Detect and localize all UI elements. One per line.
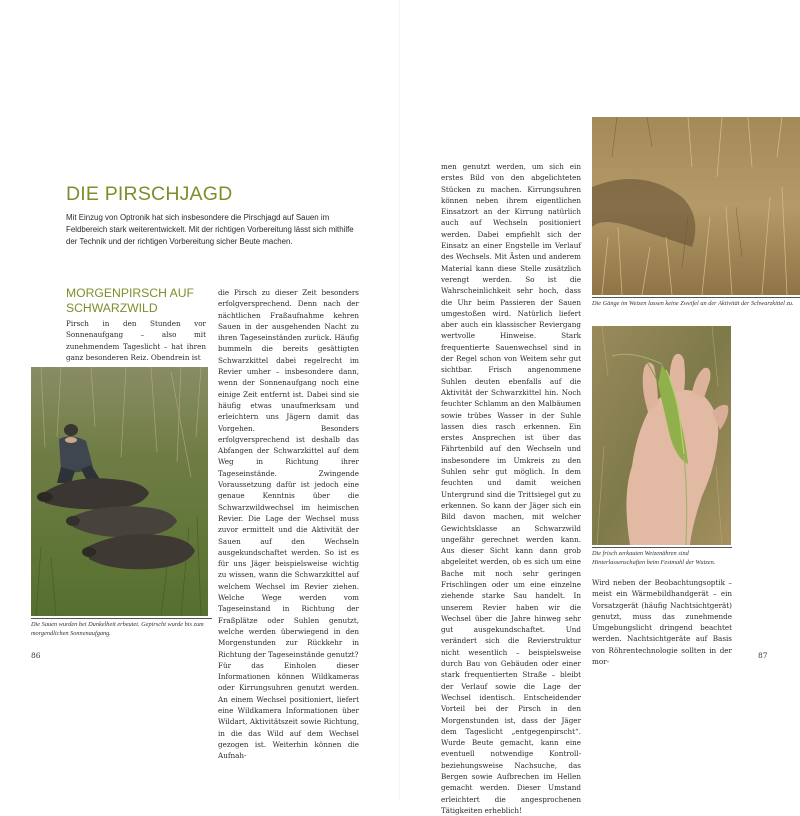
right-page (400, 0, 800, 815)
column-3-paragraph: men genutzt werden, um sich ein erstes Bild von den abgelichteten Stücken zu machen. Kirrungsuhren können neben ihrem eigentlichen Einsatzort an der Kirrung natürlich auch auf Wechseln positioniert werden. Dabei empfiehlt sich der Einsatz an einer Engstelle im Verlauf des Wechsels. Mit Ästen und anderem Material kann diese Stelle zusätzlich verengt werden. So ist die Wahrscheinlichkeit sehr hoch, dass die Uhr beim Passieren der Sauen umgestoßen wird. Natürlich liefert aber auch ein klassischer Reviergang wertvolle Hinweise. Stark frequentierte Sauenwechsel sind in der Regel schon von Weitem sehr gut sichtbar. Frisch angenommene Suhlen deuten ebenfalls auf die Aktivität der Schwarzkittel hin. Noch feuchter Schlamm an den Malbäumen sowie trübes Wasser in der Suhle lassen dies rasch erkennen. Ein erstes Ansprechen ist über das Fährtenbild auf den Wechseln und insbesondere im Umkreis zu den Suhlen sehr gut möglich. In dem feuchten und damit weichen Untergrund sind die Trittsiegel gut zu erkennen. So kann der Jäger sich ein Bild davon machen, mit welcher Gewichtsklasse an Schwarzwild ungefähr gerechnet werden kann. Aus dieser Sicht kann dann grob abgeleitet werden, ob es sich um eine Bache mit noch sehr geringen Frischlingen oder um eine einzelne ziehende starke Sau handelt. In unserem Revier haben wir die Wechsel über die Jahre hinweg sehr gut ausgekundschaftet. Und verändert sich die Revierstruktur nicht wesentlich – beispielsweise durch Bau von Gebäuden oder einer stark frequentierten Straße – bleibt der Verlauf sowie die Lage der Wechsel identisch. Entscheidender Vorteil bei der Pirsch in den Morgenstunden ist, dass der Jäger dem Tageslicht „entgegenpirscht“. Wurde Beute gemacht, kann eine eventuell notwendige Kontroll- beziehungsweise Nachsuche, das Bergen sowie Aufbrechen im Hellen gemacht werden. Dieser Umstand erleichtert die angesprochenen Tätigkeiten erheblich! (441, 162, 581, 815)
photo-boars (31, 367, 208, 616)
page-number-left: 86 (31, 651, 41, 660)
photo-hand-wheat (592, 326, 731, 545)
photo-caption-boars: Die Sauen wurden bei Dunkelheit erbeutet. Gepirscht wurde bis zum morgendlichen Sonnenaufgang. (31, 618, 212, 638)
column-2-paragraph-2: Für das Einholen dieser Informationen können Wildkameras oder Kirrungsuhren genutzt werden. An einem Wechsel positioniert, liefert eine Wildkamera Informationen über Wildart, Aktivitätszeit sowie Richtung, in die das Wild auf dem Wechsel gezogen ist. Weiterhin können die Aufnah- (218, 660, 359, 761)
column-2-paragraph-1: die Pirsch zu dieser Zeit besonders erfolgversprechend. Denn nach der nächtlichen Fraßaufnahme kehren Sauen in der ausgehenden Nacht zu ihren Tageseinständen zurück. Häufig bummeln die bereits gesättigten Schwarzkittel dabei regelrecht im Revier umher – insbesondere dann, wenn der Sonnenaufgang noch eine einige Zeit entfernt ist. Dabei sind sie häufig etwas unaufmerksam und erleichtern uns Jägern damit das Vorgehen. Besonders erfolgversprechend ist deshalb das Abfangen der Schwarzkittel auf dem Weg in Richtung ihrer Tageseinstände. Zwingende Voraussetzung dafür ist jedoch eine genaue Kenntnis über die Schwarzwildwechsel im heimischen Revier. Die Lage der Wechsel muss zuvor ermittelt und die Aktivität der Sauen auf den Wechseln ausgekundschaftet werden. So ist es für uns Jäger beispielsweise wichtig zu wissen, wann die Schwarzkittel auf welchem Wechsel im Revier ziehen. Welche Wege werden vom Tageseinstand in Richtung der Fraßplätze oder Suhlen genutzt, welche werden überwiegend in den Morgenstunden zur Rückkehr in Richtung der Tageseinstände genutzt? (218, 288, 359, 659)
column-1-paragraph: Pirsch in den Stunden vor Sonnenaufgang – also mit zunehmendem Tageslicht – hat ihren ganz besonderen Reiz. Obendrein ist (66, 319, 206, 362)
column-4-text (592, 577, 732, 667)
chapter-title: DIE PIRSCHJAGD (66, 183, 233, 205)
column-2-text (218, 287, 359, 761)
photo-caption-wheat-field: Die Gänge im Weizen lassen keine Zweifel an der Aktivität der Schwarzkittel zu. (592, 297, 800, 309)
left-page (0, 0, 400, 800)
page-number-right: 87 (758, 651, 768, 660)
section-heading: MORGENPIRSCH AUF SCHWARZWILD (66, 286, 194, 315)
photo-wheat-field (592, 117, 800, 295)
chapter-intro: Mit Einzug von Optronik hat sich insbesondere die Pirschjagd auf Sauen im Feldbereich stark weiterentwickelt. Mit der richtigen Vorbereitung lässt sich mithilfe der Technik und der richtigen Vorbereitung sicher Beute machen. (66, 213, 354, 247)
column-4-paragraph: Wird neben der Beobachtungsoptik – meist ein Wärmebildhandgerät – ein Vorsatzgerät (häufig Nachtsichtgerät) genutzt, muss das zunehmende Umgebungslicht dringend beachtet werden. Nachtsichtgeräte auf Basis von Röhrentechnologie sollten in der mor- (592, 578, 732, 667)
column-1-text (66, 318, 206, 363)
photo-caption-hand-wheat: Die frisch zerkauten Weizenähren sind Hinterlassenschaften beim Festmahl der Wutzen. (592, 547, 732, 567)
column-3-text (441, 161, 581, 816)
